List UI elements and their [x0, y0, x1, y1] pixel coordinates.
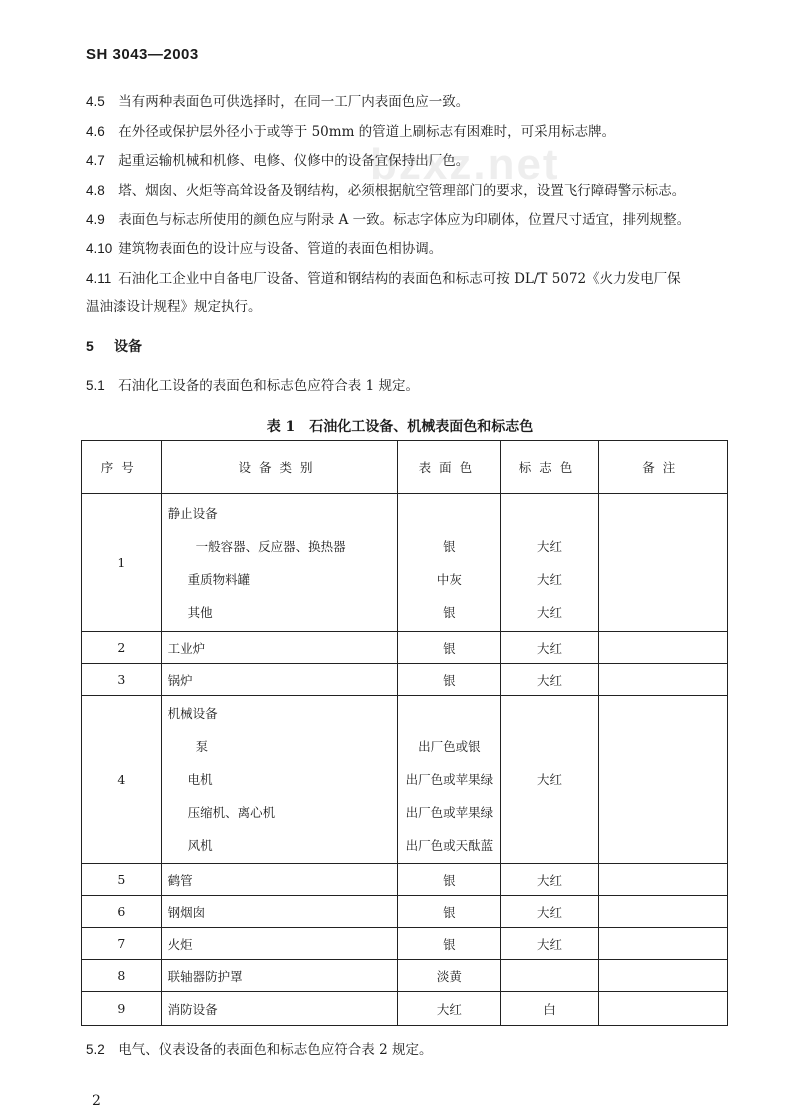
surface-color: 银	[398, 896, 501, 928]
surface-color: 出厂色或银	[418, 739, 481, 754]
clause-number: 4.10	[86, 241, 113, 256]
mark-color: 大红	[501, 928, 598, 960]
equipment-item: 泵	[195, 739, 209, 754]
header-surface-color: 表面色	[398, 441, 501, 494]
header-number: 序号	[82, 441, 162, 494]
row-number: 6	[82, 896, 162, 928]
surface-color: 银	[398, 864, 501, 896]
mark-color	[501, 960, 598, 992]
remarks-cell	[598, 696, 727, 864]
header-remarks: 备注	[598, 441, 727, 494]
equipment-name: 联轴器防护罩	[161, 960, 398, 992]
surface-color-cell	[398, 494, 501, 632]
surface-color: 淡黄	[398, 960, 501, 992]
clause-4-10	[86, 239, 442, 259]
section-number: 5	[86, 338, 94, 354]
equipment-item: 其他	[187, 604, 213, 620]
mark-color: 白	[501, 992, 598, 1026]
row-number: 5	[82, 864, 162, 896]
table-row	[82, 896, 728, 928]
clause-text: 在外径或保护层外径小于或等于 50mm 的管道上刷标志有困难时，可采用标志牌。	[118, 124, 616, 140]
remarks-cell	[598, 992, 727, 1026]
surface-color: 出厂色或天酞蓝	[405, 838, 494, 853]
surface-color: 出厂色或苹果绿	[405, 772, 494, 787]
clause-text: 起重运输机械和机修、电修、仪修中的设备宜保持出厂色。	[118, 153, 470, 169]
section-title: 设备	[114, 339, 142, 355]
table-row	[82, 632, 728, 664]
table-header-row	[82, 441, 728, 494]
equipment-item: 一般容器、反应器、换热器	[195, 538, 346, 554]
equipment-item: 重质物料罐	[187, 571, 251, 587]
equipment-item: 压缩机、离心机	[187, 805, 276, 820]
row-number: 9	[82, 992, 162, 1026]
clause-number: 4.7	[86, 153, 105, 168]
clause-5-1	[86, 376, 419, 396]
mark-color: 大红	[501, 632, 598, 664]
equipment-name: 鹤管	[161, 864, 398, 896]
equipment-name: 火炬	[161, 928, 398, 960]
table-row	[82, 664, 728, 696]
row-number: 8	[82, 960, 162, 992]
surface-color: 银	[398, 664, 501, 696]
clause-4-8	[86, 181, 685, 201]
header-mark-color: 标志色	[501, 441, 598, 494]
surface-color: 银	[443, 538, 456, 554]
equipment-name: 消防设备	[161, 992, 398, 1026]
equipment-group: 机械设备	[167, 706, 218, 721]
page-number: 2	[92, 1093, 101, 1109]
equipment-color-table	[81, 440, 728, 1026]
clause-text: 表面色与标志所使用的颜色应与附录 A 一致。标志字体应为印刷体，位置尺寸适宜，排列规整。	[118, 212, 691, 228]
clause-text: 石油化工企业中自备电厂设备、管道和钢结构的表面色和标志可按 DL/T 5072《火力发电厂保	[118, 271, 681, 287]
equipment-name: 钢烟囱	[161, 896, 398, 928]
mark-color: 大红	[536, 772, 562, 787]
document-code-header: SH 3043—2003	[86, 46, 199, 63]
table-row	[82, 494, 728, 632]
clause-number: 4.5	[86, 94, 105, 109]
row-number: 2	[82, 632, 162, 664]
clause-text: 塔、烟囱、火炬等高耸设备及钢结构，必须根据航空管理部门的要求，设置飞行障碍警示标志。	[118, 183, 686, 199]
surface-color: 银	[398, 632, 501, 664]
equipment-cell	[161, 696, 398, 864]
mark-color-cell	[501, 494, 598, 632]
clause-number: 5.2	[86, 1042, 105, 1057]
surface-color: 银	[443, 604, 456, 620]
clause-number: 4.8	[86, 183, 105, 198]
row-number: 1	[82, 494, 162, 632]
mark-color: 大红	[536, 538, 562, 554]
mark-color: 大红	[501, 664, 598, 696]
clause-text: 建筑物表面色的设计应与设备、管道的表面色相协调。	[118, 241, 443, 257]
mark-color-cell	[501, 696, 598, 864]
remarks-cell	[598, 664, 727, 696]
mark-color: 大红	[536, 571, 562, 587]
clause-4-6	[86, 122, 615, 142]
equipment-name: 工业炉	[161, 632, 398, 664]
table-row	[82, 864, 728, 896]
clause-text: 石油化工设备的表面色和标志色应符合表 1 规定。	[118, 378, 419, 394]
section-heading	[86, 336, 142, 356]
row-number: 7	[82, 928, 162, 960]
surface-color: 出厂色或苹果绿	[405, 805, 494, 820]
header-equipment: 设备类别	[161, 441, 398, 494]
remarks-cell	[598, 494, 727, 632]
clause-4-9	[86, 210, 690, 230]
clause-text: 当有两种表面色可供选择时，在同一工厂内表面色应一致。	[118, 94, 470, 110]
clause-number: 4.6	[86, 124, 105, 139]
equipment-item: 电机	[187, 772, 213, 787]
remarks-cell	[598, 632, 727, 664]
clause-5-2	[86, 1040, 432, 1060]
clause-number: 4.11	[86, 271, 112, 286]
row-number: 3	[82, 664, 162, 696]
surface-color: 中灰	[436, 571, 462, 587]
clause-number: 4.9	[86, 212, 105, 227]
surface-color-cell	[398, 696, 501, 864]
table-row	[82, 696, 728, 864]
clause-4-7	[86, 151, 469, 171]
clause-4-5	[86, 92, 469, 112]
row-number: 4	[82, 696, 162, 864]
clause-number: 5.1	[86, 378, 105, 393]
remarks-cell	[598, 896, 727, 928]
mark-color: 大红	[501, 864, 598, 896]
mark-color: 大红	[501, 896, 598, 928]
mark-color: 大红	[536, 604, 562, 620]
clause-4-11	[86, 269, 681, 289]
table-row	[82, 928, 728, 960]
equipment-group: 静止设备	[167, 505, 218, 521]
clause-text: 电气、仪表设备的表面色和标志色应符合表 2 规定。	[118, 1042, 433, 1058]
table-row	[82, 992, 728, 1026]
equipment-item: 风机	[187, 838, 213, 853]
surface-color: 银	[398, 928, 501, 960]
equipment-cell	[161, 494, 398, 632]
table-row	[82, 960, 728, 992]
remarks-cell	[598, 960, 727, 992]
watermark: bzxz.net	[370, 140, 560, 189]
remarks-cell	[598, 928, 727, 960]
table-caption: 表 1 石油化工设备、机械表面色和标志色	[266, 419, 534, 435]
clause-4-11-continuation: 温油漆设计规程》规定执行。	[86, 299, 262, 315]
surface-color: 大红	[398, 992, 501, 1026]
equipment-name: 锅炉	[161, 664, 398, 696]
remarks-cell	[598, 864, 727, 896]
